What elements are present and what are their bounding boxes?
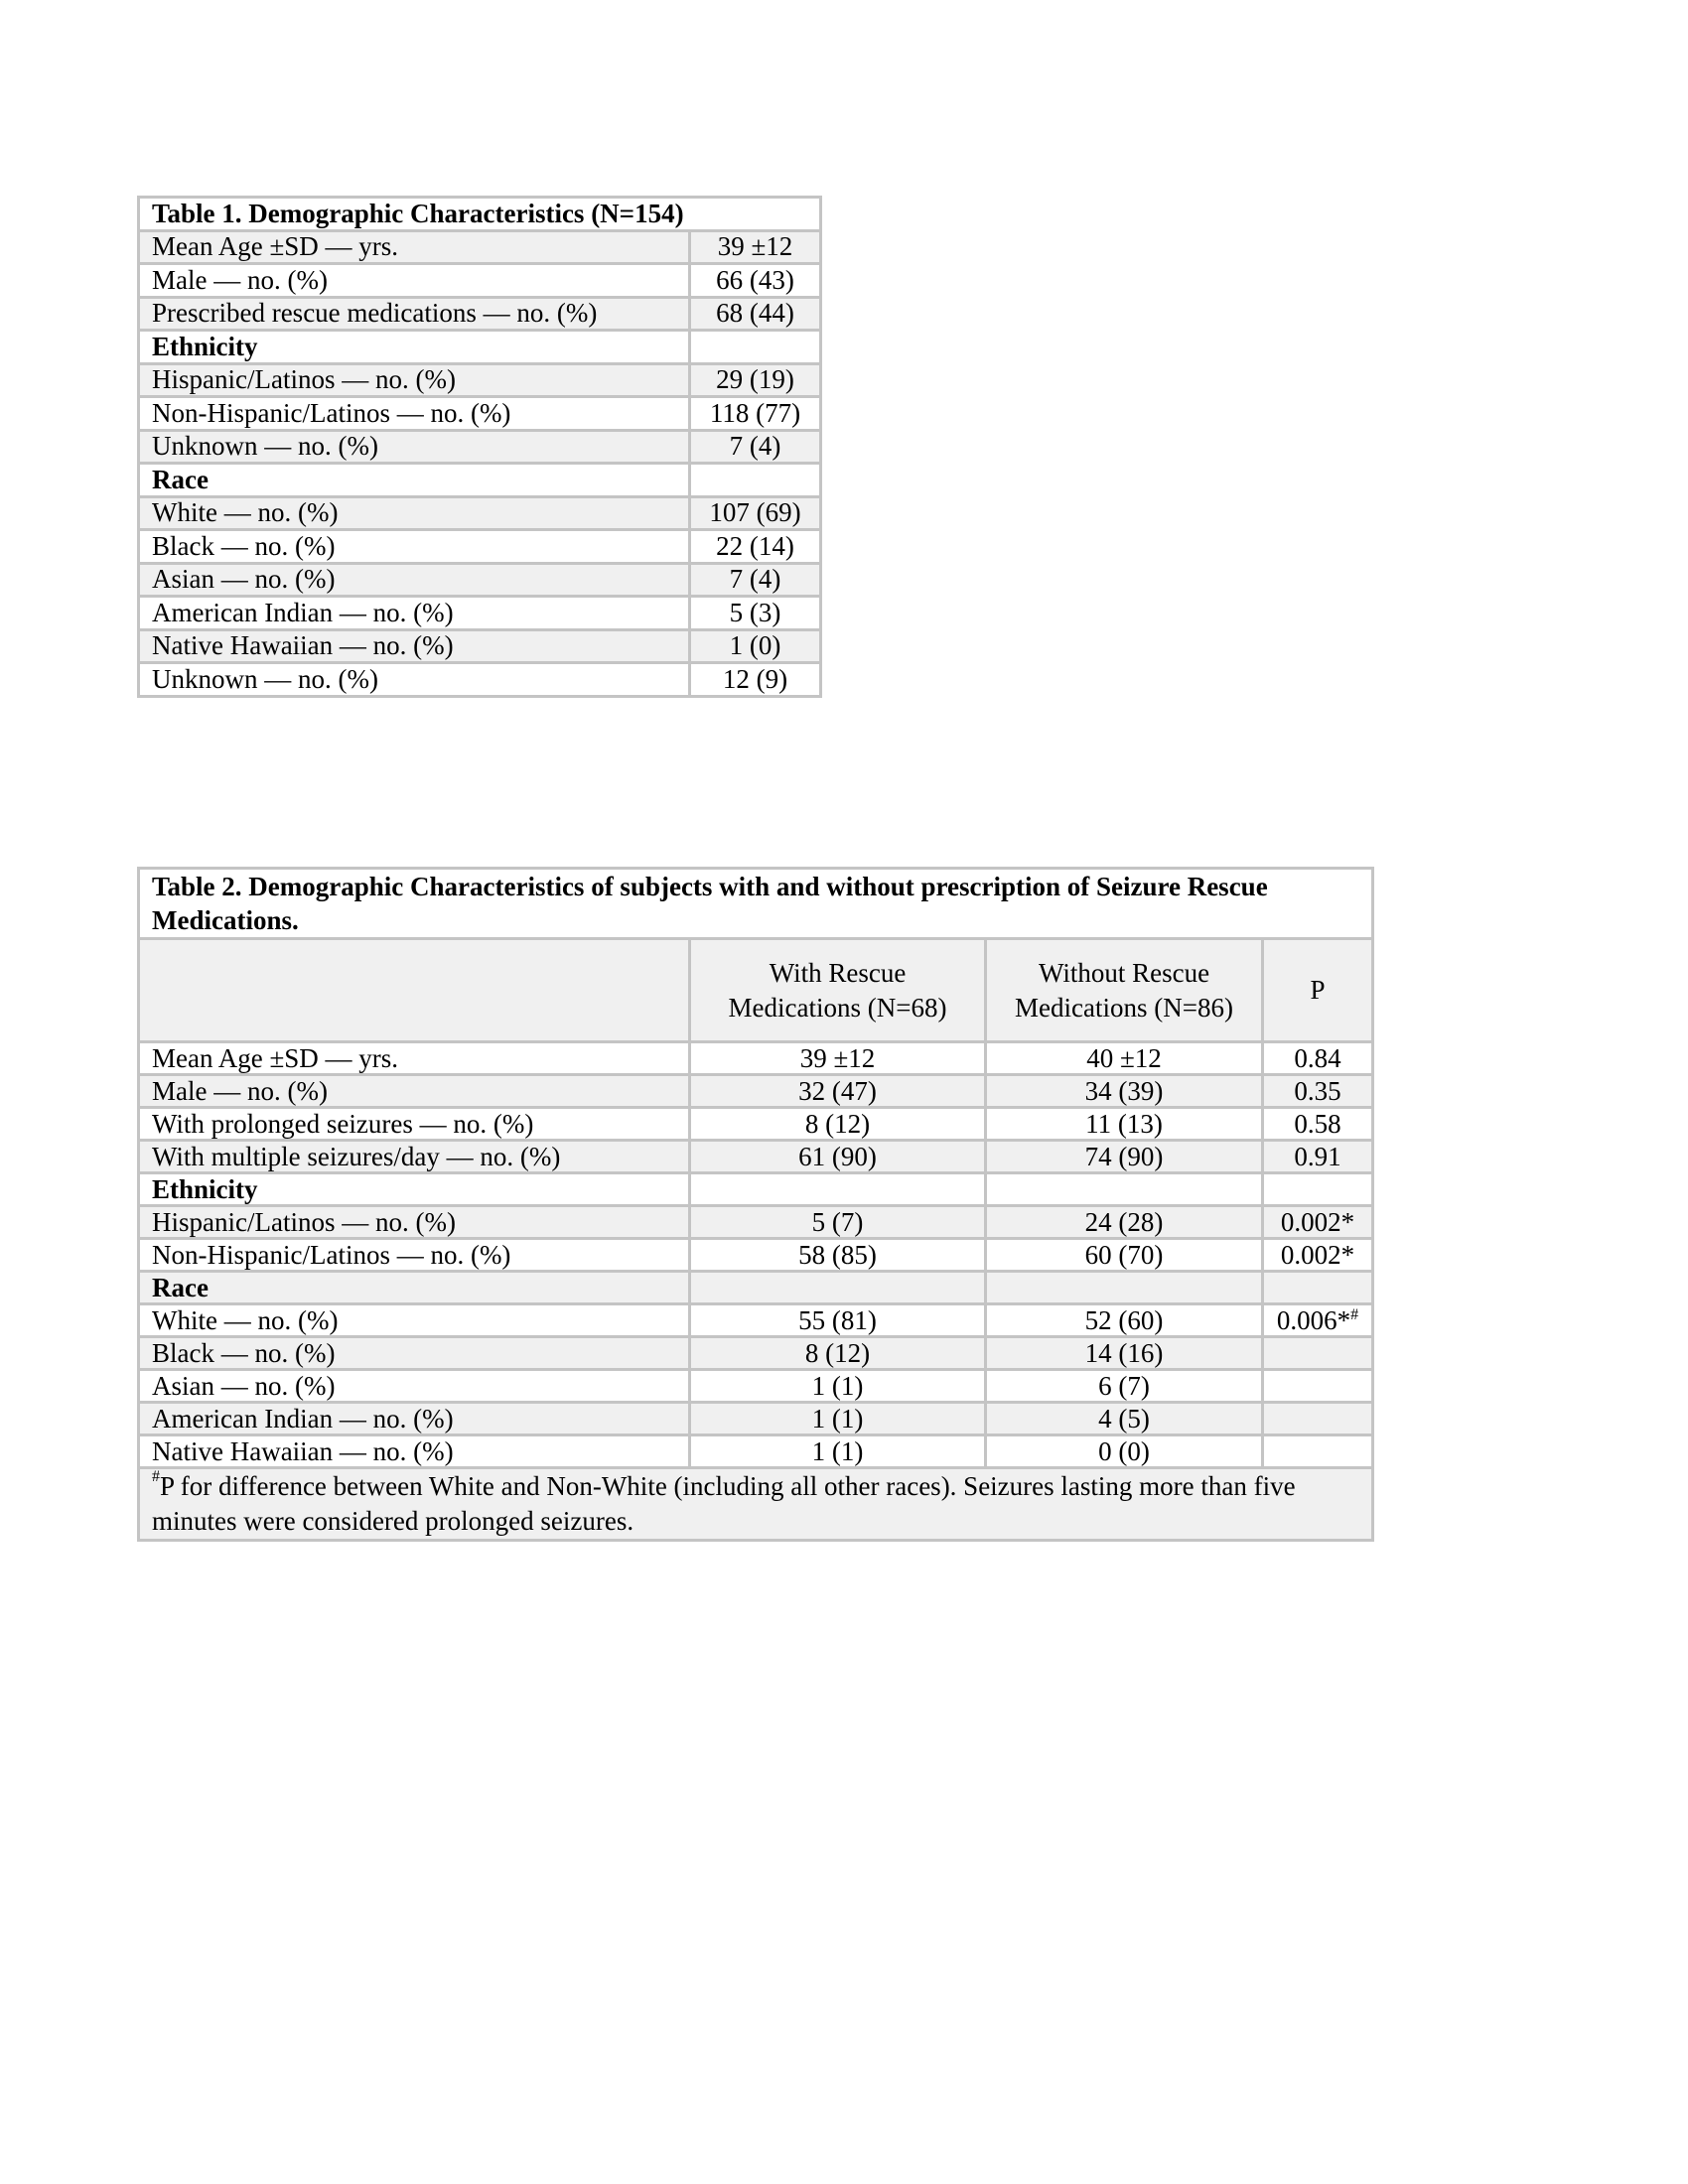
- row-label: Native Hawaiian — no. (%): [139, 1435, 690, 1468]
- without-value: 14 (16): [986, 1337, 1263, 1370]
- table-row: [139, 1239, 1373, 1272]
- with-value: 8 (12): [690, 1337, 986, 1370]
- p-value: 0.58: [1263, 1108, 1373, 1141]
- table-row: [139, 663, 821, 697]
- section-row-race: [139, 1272, 1373, 1304]
- table-row: [139, 230, 821, 264]
- header-row: [139, 939, 1373, 1042]
- section-row-race: [139, 464, 821, 497]
- with-value: 1 (1): [690, 1403, 986, 1435]
- row-value: 39 ±12: [690, 230, 821, 264]
- table-row: [139, 297, 821, 331]
- table-row: [139, 1108, 1373, 1141]
- row-label: American Indian — no. (%): [139, 597, 690, 630]
- row-value: 7 (4): [690, 430, 821, 464]
- section-heading: Race: [139, 1272, 690, 1304]
- p-value: 0.84: [1263, 1042, 1373, 1075]
- header-p: P: [1263, 939, 1373, 1042]
- row-label: Mean Age ±SD — yrs.: [139, 230, 690, 264]
- p-value: [1263, 1304, 1373, 1337]
- p-value-superscript: #: [1350, 1305, 1359, 1323]
- table-row: [139, 1435, 1373, 1468]
- p-value: [1263, 1173, 1373, 1206]
- row-label: Unknown — no. (%): [139, 663, 690, 697]
- p-value: 0.002*: [1263, 1206, 1373, 1239]
- section-row-ethnicity: [139, 331, 821, 364]
- table-row: [139, 1075, 1373, 1108]
- row-label: White — no. (%): [139, 1304, 690, 1337]
- header-blank: [139, 939, 690, 1042]
- without-value: 6 (7): [986, 1370, 1263, 1403]
- table-row: [139, 1141, 1373, 1173]
- table-row: [139, 597, 821, 630]
- table-row: [139, 397, 821, 431]
- with-value: 55 (81): [690, 1304, 986, 1337]
- row-label: With multiple seizures/day — no. (%): [139, 1141, 690, 1173]
- without-value: 4 (5): [986, 1403, 1263, 1435]
- with-value: 1 (1): [690, 1435, 986, 1468]
- row-label: Black — no. (%): [139, 530, 690, 564]
- without-value: 24 (28): [986, 1206, 1263, 1239]
- section-heading: Ethnicity: [139, 331, 690, 364]
- row-label: Hispanic/Latinos — no. (%): [139, 363, 690, 397]
- with-value: 1 (1): [690, 1370, 986, 1403]
- p-value: [1263, 1370, 1373, 1403]
- p-value: [1263, 1272, 1373, 1304]
- row-value: 12 (9): [690, 663, 821, 697]
- row-label: Hispanic/Latinos — no. (%): [139, 1206, 690, 1239]
- row-label: Mean Age ±SD — yrs.: [139, 1042, 690, 1075]
- table-row: [139, 1042, 1373, 1075]
- without-value: 74 (90): [986, 1141, 1263, 1173]
- p-value: 0.002*: [1263, 1239, 1373, 1272]
- table-row: [139, 1337, 1373, 1370]
- row-label: Asian — no. (%): [139, 563, 690, 597]
- row-label: With prolonged seizures — no. (%): [139, 1108, 690, 1141]
- table-1-demographics: [137, 196, 822, 698]
- with-value: 8 (12): [690, 1108, 986, 1141]
- footnote-superscript: #: [152, 1468, 160, 1485]
- row-label: Male — no. (%): [139, 1075, 690, 1108]
- without-value: 52 (60): [986, 1304, 1263, 1337]
- without-value: [986, 1173, 1263, 1206]
- row-value: 1 (0): [690, 629, 821, 663]
- row-label: American Indian — no. (%): [139, 1403, 690, 1435]
- header-with-rescue: With Rescue Medications (N=68): [690, 939, 986, 1042]
- with-value: [690, 1173, 986, 1206]
- row-label: Prescribed rescue medications — no. (%): [139, 297, 690, 331]
- row-value: 5 (3): [690, 597, 821, 630]
- table-row: [139, 629, 821, 663]
- row-label: Native Hawaiian — no. (%): [139, 629, 690, 663]
- p-value: 0.91: [1263, 1141, 1373, 1173]
- without-value: 11 (13): [986, 1108, 1263, 1141]
- table-2-footnote: [139, 1468, 1373, 1541]
- header-without-rescue: Without Rescue Medications (N=86): [986, 939, 1263, 1042]
- table-row: [139, 1304, 1373, 1337]
- p-value: [1263, 1435, 1373, 1468]
- p-value: [1263, 1337, 1373, 1370]
- row-value: 29 (19): [690, 363, 821, 397]
- section-heading: Race: [139, 464, 690, 497]
- table-2-title: Table 2. Demographic Characteristics of subjects with and without prescription of Seizure Rescue Medications.: [139, 869, 1373, 939]
- row-value: 68 (44): [690, 297, 821, 331]
- table-row: [139, 363, 821, 397]
- table-row: [139, 1206, 1373, 1239]
- row-label: Male — no. (%): [139, 264, 690, 298]
- table-row: [139, 430, 821, 464]
- table-row: [139, 1403, 1373, 1435]
- table-row: [139, 1370, 1373, 1403]
- with-value: 58 (85): [690, 1239, 986, 1272]
- row-value: 118 (77): [690, 397, 821, 431]
- with-value: 32 (47): [690, 1075, 986, 1108]
- row-value: 66 (43): [690, 264, 821, 298]
- table-row: [139, 496, 821, 530]
- row-label: White — no. (%): [139, 496, 690, 530]
- without-value: 40 ±12: [986, 1042, 1263, 1075]
- table-1-title: Table 1. Demographic Characteristics (N=154): [139, 198, 821, 231]
- section-heading: Ethnicity: [139, 1173, 690, 1206]
- p-value: [1263, 1403, 1373, 1435]
- table-row: [139, 264, 821, 298]
- without-value: 34 (39): [986, 1075, 1263, 1108]
- row-label: Black — no. (%): [139, 1337, 690, 1370]
- row-label: Non-Hispanic/Latinos — no. (%): [139, 397, 690, 431]
- p-value-text: 0.006*: [1276, 1304, 1351, 1335]
- row-label: Unknown — no. (%): [139, 430, 690, 464]
- row-value: [690, 331, 821, 364]
- row-value: 7 (4): [690, 563, 821, 597]
- table-2-rescue-medications: [137, 867, 1374, 1542]
- with-value: 61 (90): [690, 1141, 986, 1173]
- with-value: 5 (7): [690, 1206, 986, 1239]
- with-value: 39 ±12: [690, 1042, 986, 1075]
- p-value: 0.35: [1263, 1075, 1373, 1108]
- row-label: Non-Hispanic/Latinos — no. (%): [139, 1239, 690, 1272]
- without-value: [986, 1272, 1263, 1304]
- table-row: [139, 530, 821, 564]
- footnote-text: P for difference between White and Non-White (including all other races). Seizures lasting more than five minutes were considered prolonged seizures.: [152, 1471, 1296, 1536]
- section-row-ethnicity: [139, 1173, 1373, 1206]
- row-label: Asian — no. (%): [139, 1370, 690, 1403]
- row-value: [690, 464, 821, 497]
- row-value: 107 (69): [690, 496, 821, 530]
- without-value: 0 (0): [986, 1435, 1263, 1468]
- with-value: [690, 1272, 986, 1304]
- table-row: [139, 563, 821, 597]
- footnote-row: [139, 1468, 1373, 1541]
- without-value: 60 (70): [986, 1239, 1263, 1272]
- row-value: 22 (14): [690, 530, 821, 564]
